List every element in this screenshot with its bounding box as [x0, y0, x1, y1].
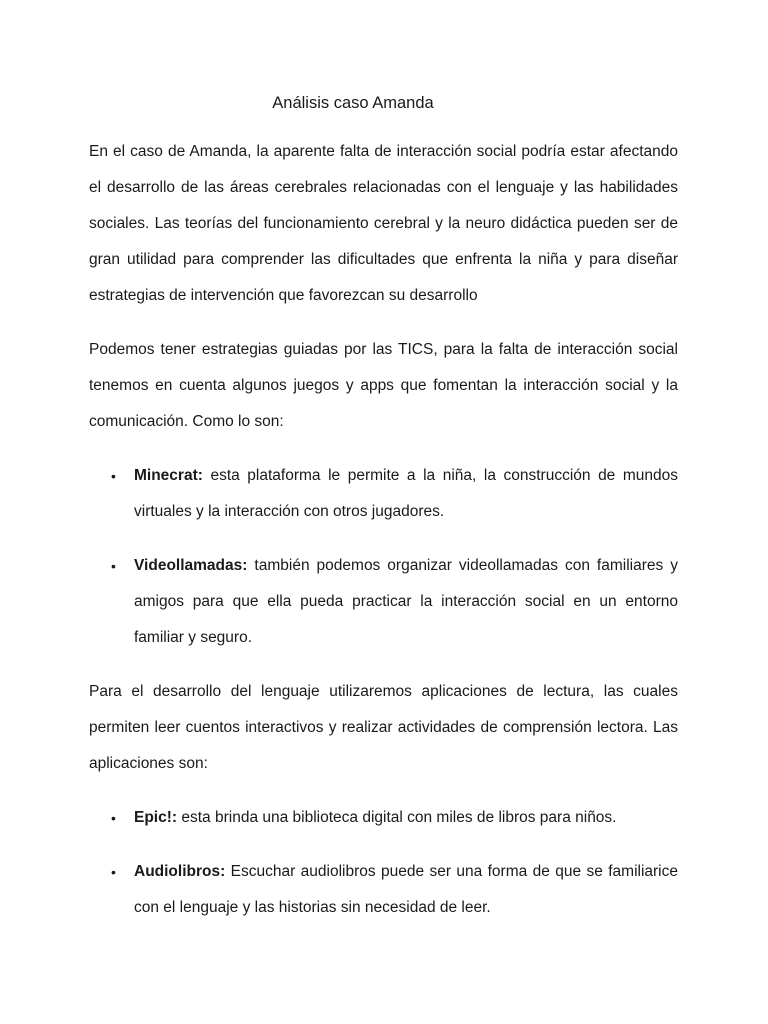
bullet-text: Escuchar audiolibros puede ser una forma de que se familiarice con el lenguaje y las historias sin necesidad de leer. [134, 863, 678, 916]
bullet-term: Videollamadas: [134, 557, 248, 574]
bullet-icon: • [111, 558, 116, 574]
social-apps-list [89, 458, 678, 656]
paragraph-tics: Podemos tener estrategias guiadas por las TICS, para la falta de interacción social tenemos en cuenta algunos juegos y apps que fomentan la interacción social y la comunicación. Como lo son: [89, 341, 678, 430]
reading-apps-list [89, 800, 678, 926]
document-title: Análisis caso Amanda [272, 94, 434, 112]
list-item [89, 458, 678, 530]
bullet-text: esta plataforma le permite a la niña, la construcción de mundos virtuales y la interacción con otros jugadores. [134, 467, 678, 520]
paragraph-language: Para el desarrollo del lenguaje utilizaremos aplicaciones de lectura, las cuales permiten leer cuentos interactivos y realizar actividades de comprensión lectora. Las aplicaciones son: [89, 683, 678, 772]
list-item [89, 854, 678, 926]
list-item [89, 800, 678, 836]
bullet-icon: • [111, 468, 116, 484]
paragraph-intro: En el caso de Amanda, la aparente falta de interacción social podría estar afectando el desarrollo de las áreas cerebrales relacionadas con el lenguaje y las habilidades sociales. Las teorías del funcionamiento cerebral y la neuro didáctica pueden ser de gran utilidad para comprender las dificultades que enfrenta la niña y para diseñar estrategias de intervención que favorezcan su desarrollo [89, 143, 678, 304]
bullet-icon: • [111, 810, 116, 826]
document-body [89, 134, 678, 926]
bullet-term: Epic!: [134, 809, 178, 826]
bullet-text: también podemos organizar videollamadas con familiares y amigos para que ella pueda practicar la interacción social en un entorno familiar y seguro. [134, 557, 678, 646]
bullet-term: Minecrat: [134, 467, 203, 484]
bullet-text: esta brinda una biblioteca digital con miles de libros para niños. [177, 809, 617, 826]
list-item [89, 548, 678, 656]
bullet-term: Audiolibros: [134, 863, 226, 880]
bullet-icon: • [111, 864, 116, 880]
